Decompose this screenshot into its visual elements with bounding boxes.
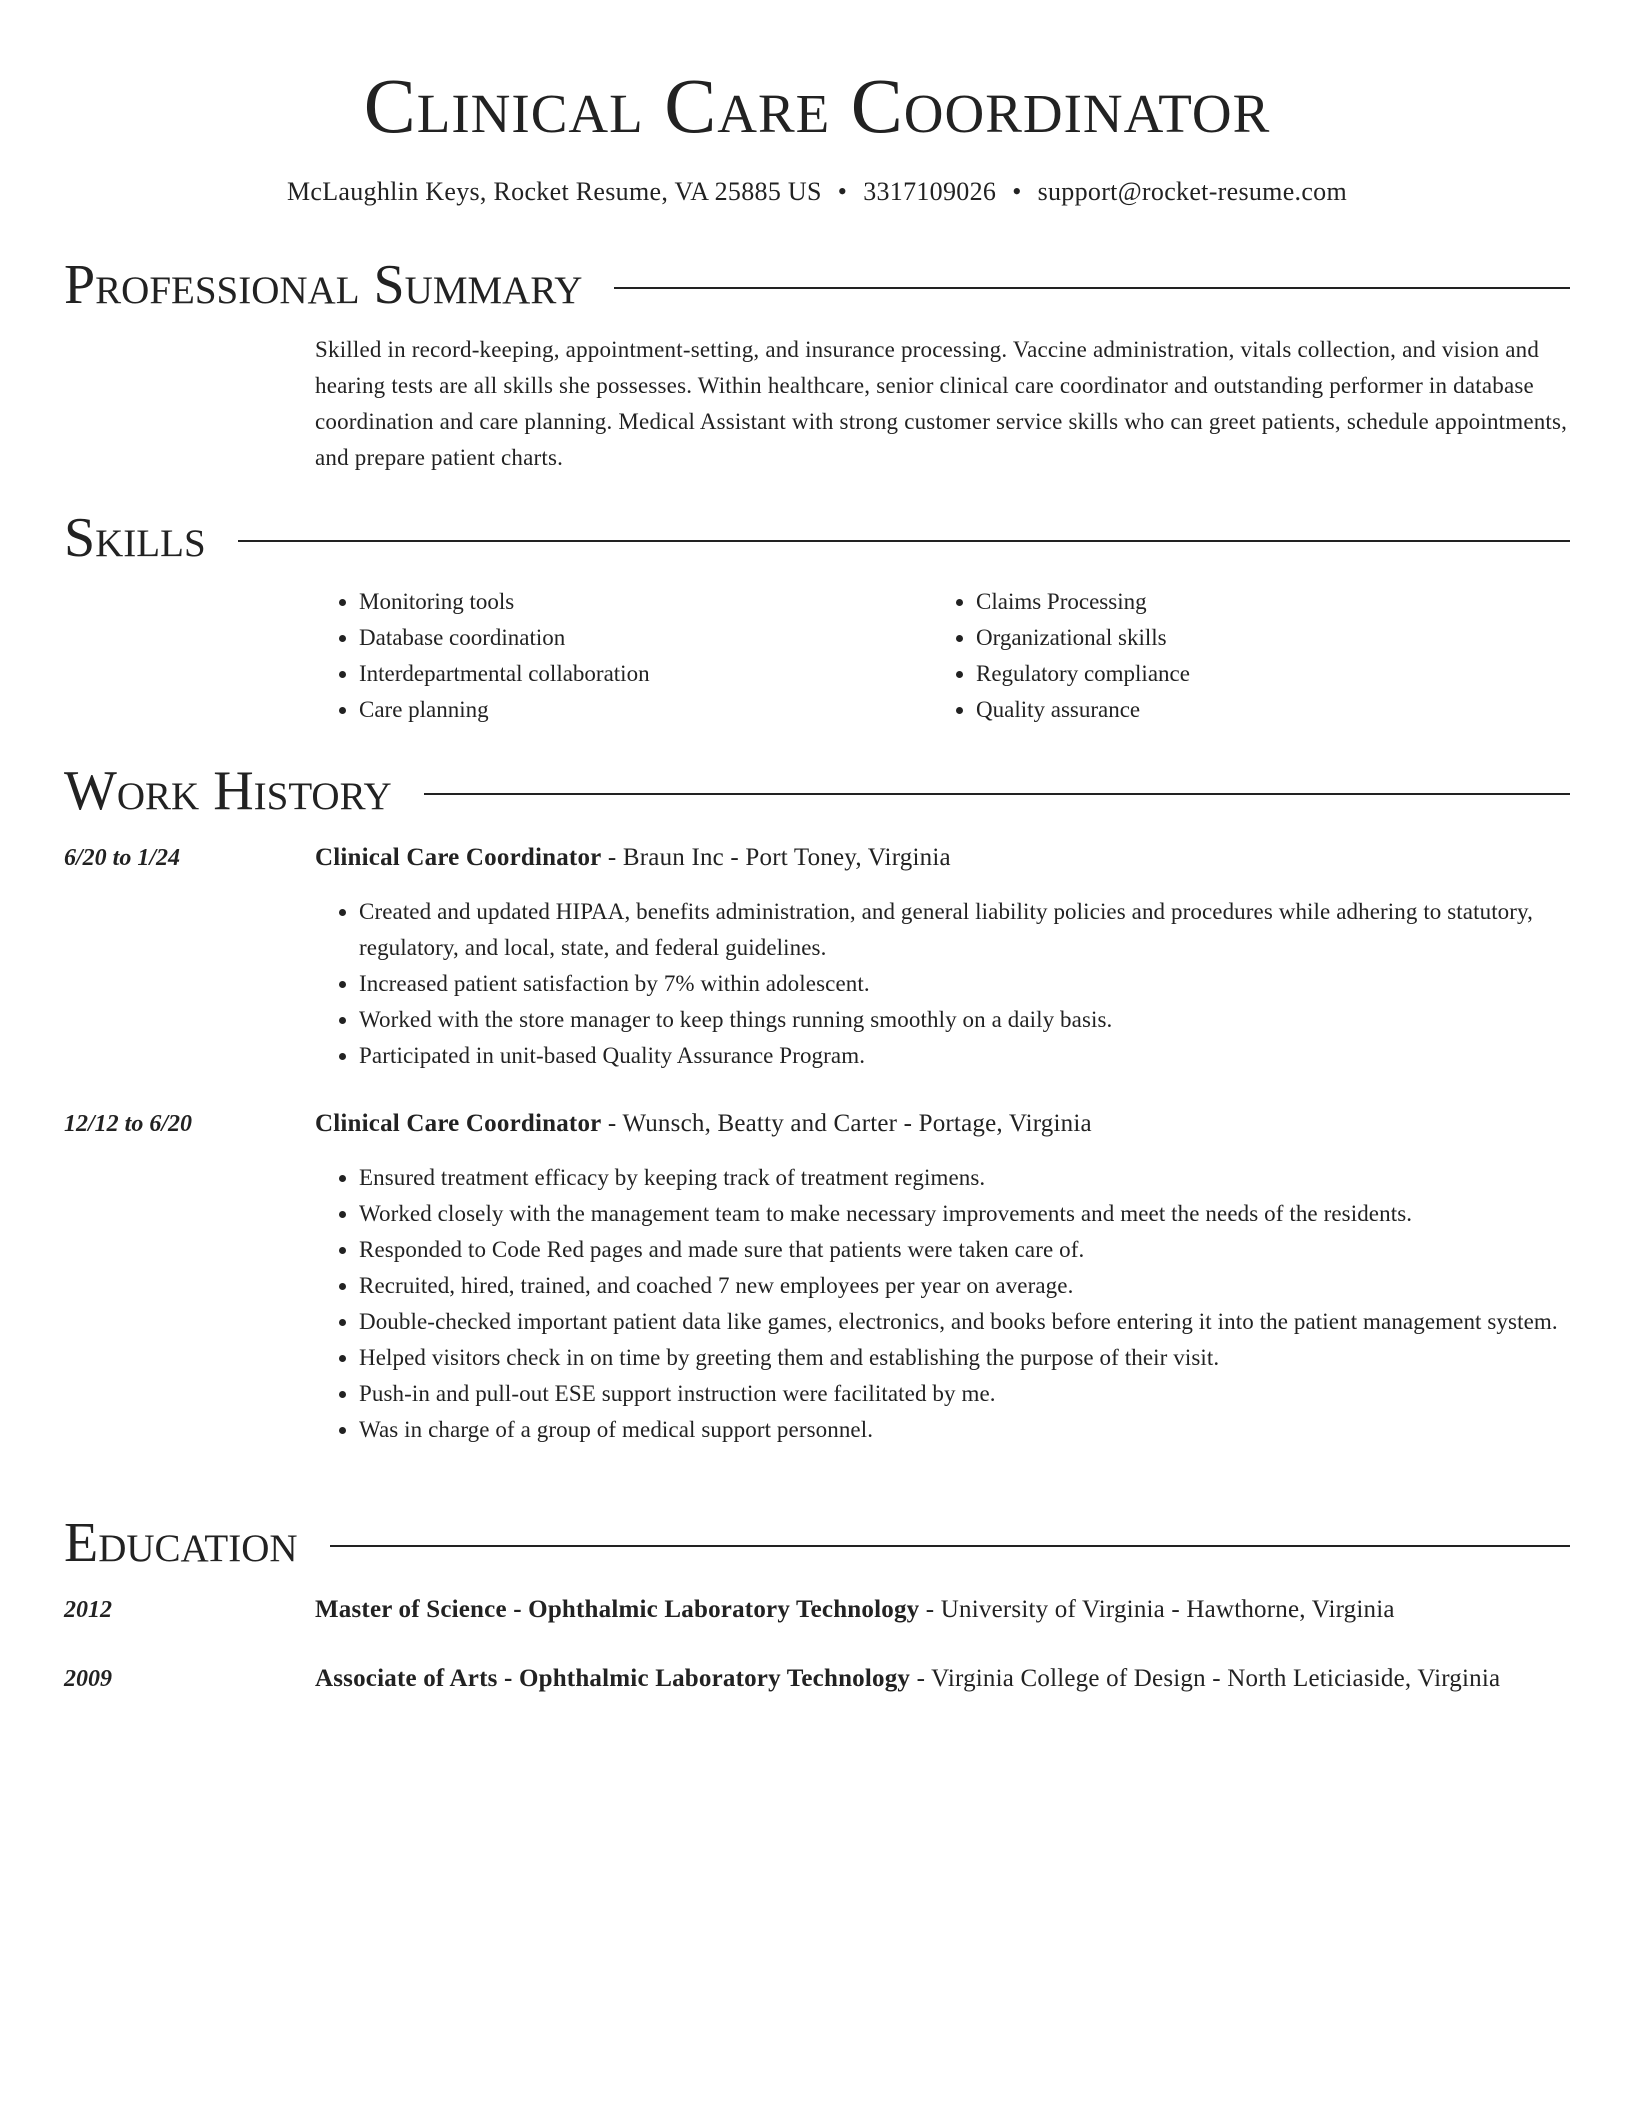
skills-column-left xyxy=(315,584,932,728)
skill-item: • Interdepartmental collaboration xyxy=(359,656,932,692)
summary-title: Professional Summary xyxy=(64,254,583,316)
summary-heading xyxy=(64,250,1570,320)
education-header xyxy=(315,1592,1570,1628)
education-details: - University of Virginia - Hawthorne, Virginia xyxy=(919,1596,1395,1623)
job-title: Clinical Care Coordinator xyxy=(315,844,602,871)
job-bullet: • Ensured treatment efficacy by keeping track of treatment regimens. xyxy=(359,1160,1570,1196)
job-bullet: • Recruited, hired, trained, and coached 7 new employees per year on average. xyxy=(359,1268,1570,1304)
skills-list xyxy=(315,584,1570,728)
job-dates: 12/12 to 6/20 xyxy=(64,1111,193,1137)
education-year: 2009 xyxy=(64,1666,112,1692)
skill-item: • Care planning xyxy=(359,692,932,728)
contact-separator: • xyxy=(1012,177,1022,206)
contact-address: McLaughlin Keys, Rocket Resume, VA 25885 US xyxy=(286,177,822,206)
contact-phone: 3317109026 xyxy=(863,177,997,206)
job-bullet: • Worked with the store manager to keep things running smoothly on a daily basis. xyxy=(359,1002,1570,1038)
skill-item: • Database coordination xyxy=(359,620,932,656)
job-details: - Wunsch, Beatty and Carter - Portage, Virginia xyxy=(601,1110,1092,1137)
job-bullets xyxy=(315,1160,1570,1448)
skill-item: • Monitoring tools xyxy=(359,584,932,620)
job-bullets xyxy=(315,894,1570,1074)
work-title: Work History xyxy=(64,760,392,822)
skill-item: • Organizational skills xyxy=(976,620,1549,656)
contact-email: support@rocket-resume.com xyxy=(1037,177,1348,206)
job-bullet: • Helped visitors check in on time by greeting them and establishing the purpose of their visit. xyxy=(359,1340,1570,1376)
job-bullet: • Was in charge of a group of medical support personnel. xyxy=(359,1412,1570,1448)
section-divider xyxy=(614,287,1570,289)
job-title: Clinical Care Coordinator xyxy=(315,1110,602,1137)
section-divider xyxy=(424,793,1570,795)
education-degree: Associate of Arts - Ophthalmic Laboratory Technology xyxy=(315,1665,911,1692)
contact-line xyxy=(64,174,1570,210)
job-bullet: • Push-in and pull-out ESE support instruction were facilitated by me. xyxy=(359,1376,1570,1412)
job-bullet: • Double-checked important patient data like games, electronics, and books before entering it into the patient management system. xyxy=(359,1304,1570,1340)
skill-item: • Quality assurance xyxy=(976,692,1549,728)
education-degree: Master of Science - Ophthalmic Laboratory Technology xyxy=(315,1596,920,1623)
contact-separator: • xyxy=(837,177,848,206)
job-dates: 6/20 to 1/24 xyxy=(64,845,181,871)
job-bullet: • Responded to Code Red pages and made sure that patients were taken care of. xyxy=(359,1232,1570,1268)
section-divider xyxy=(330,1545,1570,1547)
summary-text: Skilled in record-keeping, appointment-setting, and insurance processing. Vaccine administration, vitals collection, and vision and hearing tests are all skills she possesses. Within healthcare, senior clinical care coordinator and outstanding performer in database coordination and care planning. Medical Assistant with strong customer service skills who can greet patients, schedule appointments, and prepare patient charts. xyxy=(315,337,1568,470)
work-heading xyxy=(64,756,1570,826)
job-bullet: • Worked closely with the management team to make necessary improvements and meet the needs of the residents. xyxy=(359,1196,1570,1232)
resume-name: Clinical Care Coordinator xyxy=(363,62,1271,149)
skill-item: • Regulatory compliance xyxy=(976,656,1549,692)
job-details: - Braun Inc - Port Toney, Virginia xyxy=(601,844,951,871)
job-header xyxy=(315,840,1570,876)
skills-column-right xyxy=(932,584,1549,728)
education-heading xyxy=(64,1508,1570,1578)
job-bullet: • Created and updated HIPAA, benefits administration, and general liability policies and procedures while adhering to statutory, regulatory, and local, state, and federal guidelines. xyxy=(359,894,1570,966)
education-title: Education xyxy=(64,1512,298,1574)
job-bullet: • Participated in unit-based Quality Assurance Program. xyxy=(359,1038,1570,1074)
job-header xyxy=(315,1106,1570,1142)
education-details: - Virginia College of Design - North Leticiaside, Virginia xyxy=(910,1665,1501,1692)
section-divider xyxy=(238,540,1570,542)
skills-heading xyxy=(64,503,1570,573)
education-year: 2012 xyxy=(64,1597,112,1623)
job-bullet: • Increased patient satisfaction by 7% within adolescent. xyxy=(359,966,1570,1002)
education-header xyxy=(315,1661,1570,1697)
skill-item: • Claims Processing xyxy=(976,584,1549,620)
skills-title: Skills xyxy=(64,507,206,569)
